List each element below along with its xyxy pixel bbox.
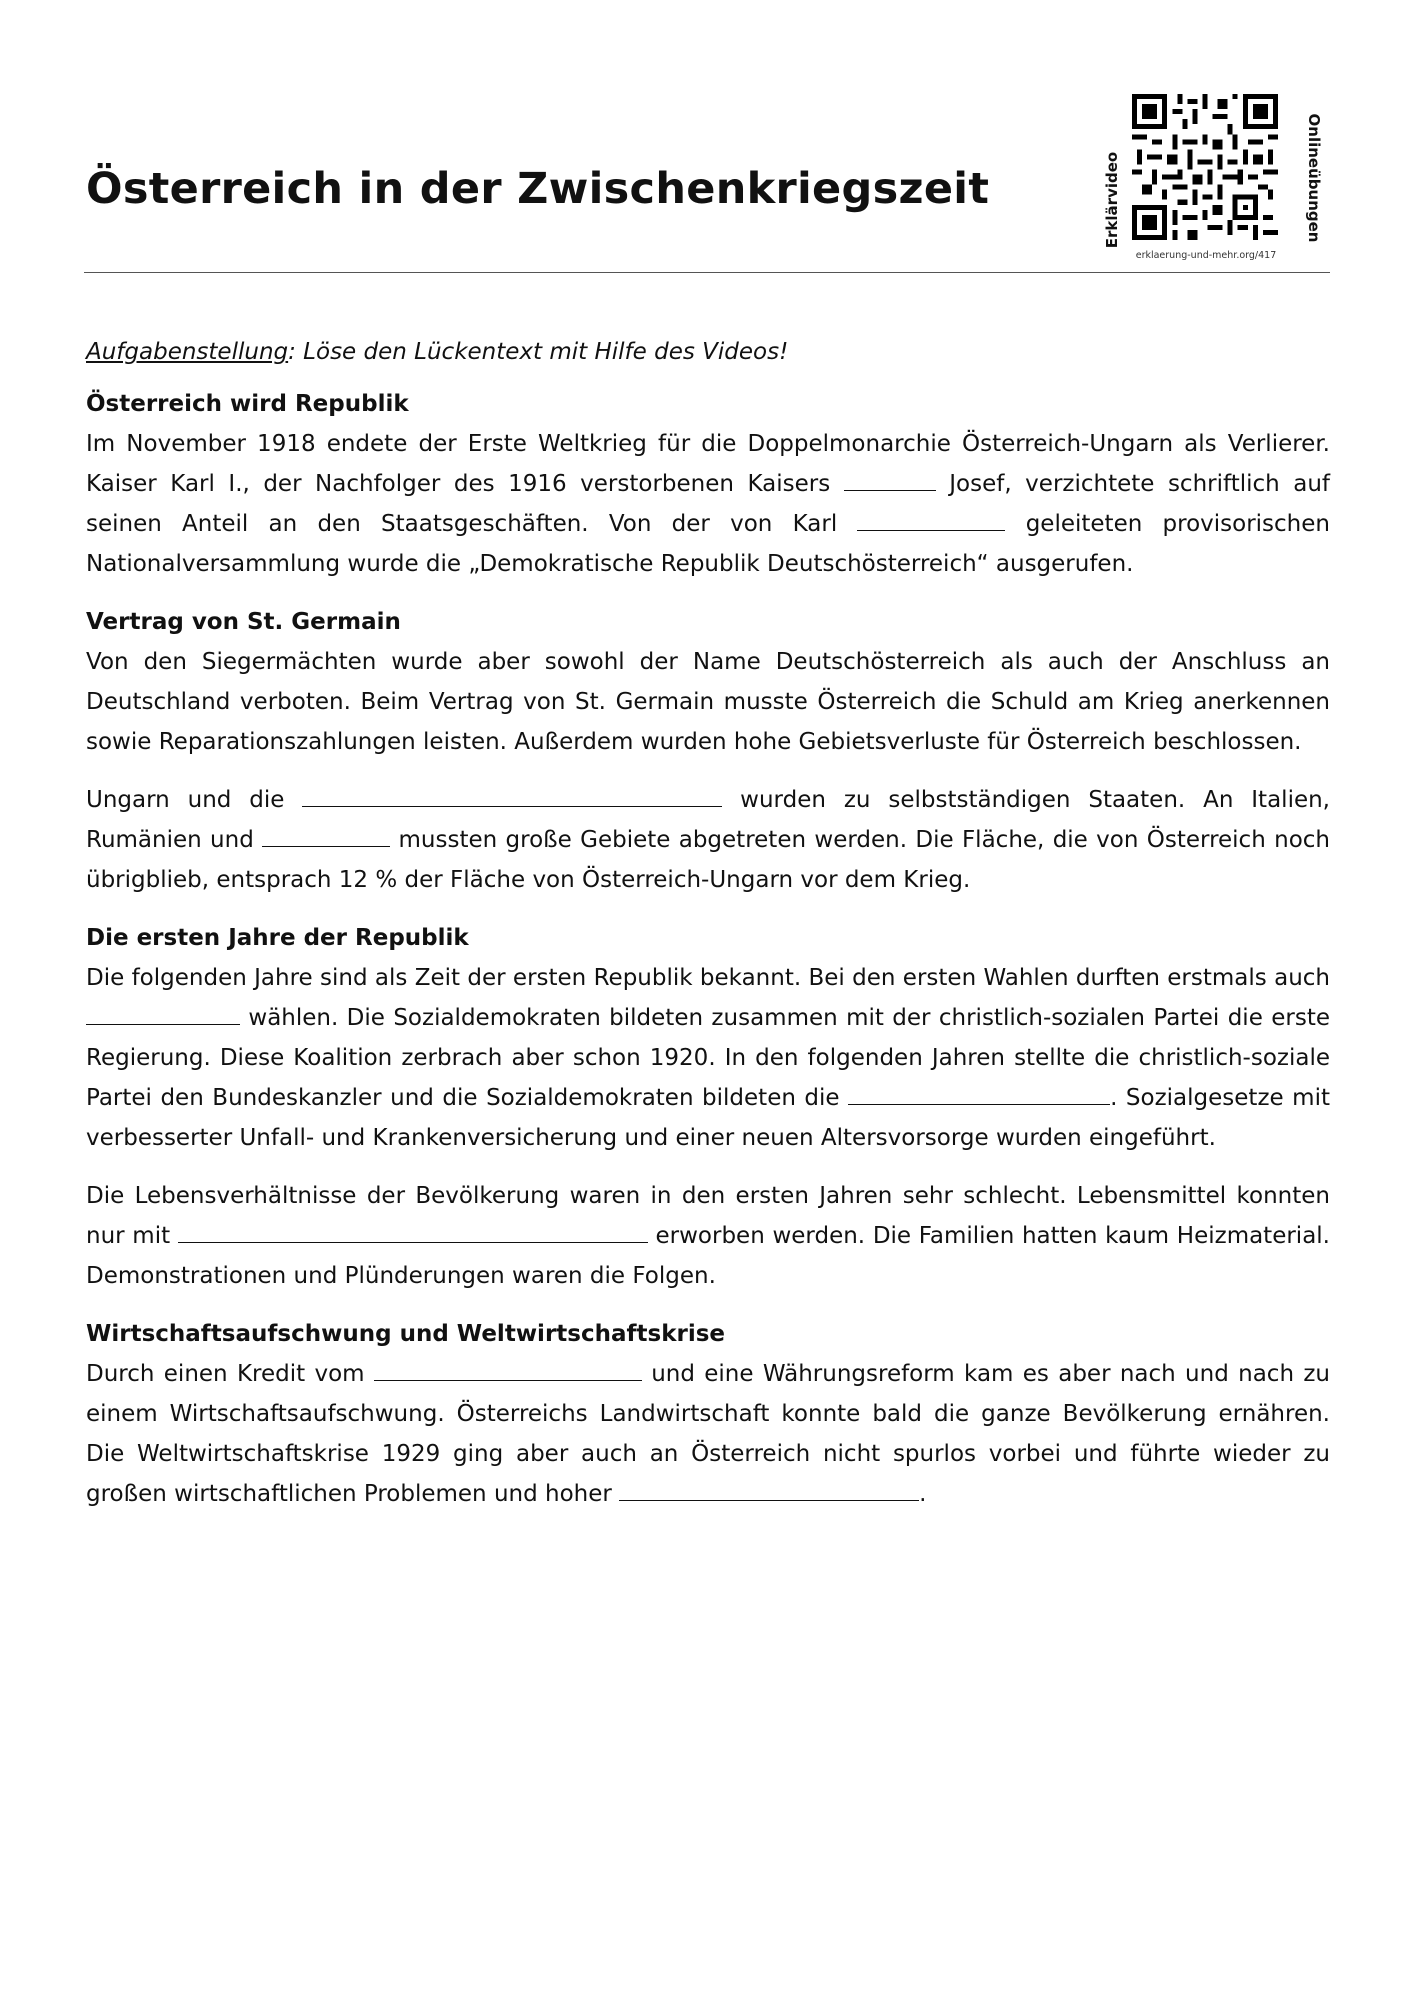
exercises-label: Onlineübungen bbox=[1305, 113, 1323, 243]
fill-in-blank[interactable] bbox=[262, 845, 390, 847]
text-segment: Ungarn und die bbox=[86, 787, 303, 813]
fill-in-blank[interactable] bbox=[619, 1499, 919, 1501]
worksheet-body bbox=[86, 332, 1330, 1532]
fill-in-blank[interactable] bbox=[857, 529, 1005, 531]
text-segment: Im November 1918 endete der Erste Weltkrieg für die Doppelmonarchie Österreich-Ungarn als Verlierer. Kaiser Karl I., der Nachfolger des 1916 verstorbenen Kaisers bbox=[86, 431, 1330, 497]
task-label: Aufgabenstellung bbox=[86, 339, 289, 365]
section-heading: Österreich wird Republik bbox=[86, 391, 409, 417]
text-segment: geleiteten provisorischen Nationalversammlung wurde die „Demokratische Republik Deutschösterreich“ ausgerufen. bbox=[86, 511, 1330, 577]
header-divider bbox=[84, 272, 1330, 273]
section-heading: Wirtschaftsaufschwung und Weltwirtschaftskrise bbox=[86, 1321, 726, 1347]
section-heading: Vertrag von St. Germain bbox=[86, 609, 401, 635]
task-instruction bbox=[86, 332, 1330, 372]
text-segment: wählen. Die Sozialdemokraten bildeten zusammen mit der christlich-sozialen Partei die erste Regierung. Diese Koalition zerbrach aber schon 1920. In den folgenden Jahren stellte die christlich-soziale Partei den Bundeskanzler und die Sozialdemokraten bildeten die bbox=[86, 1005, 1330, 1111]
fill-in-blank[interactable] bbox=[848, 1103, 1110, 1105]
qr-caption[interactable]: erklaerung-und-mehr.org/417 bbox=[1135, 250, 1277, 261]
fill-in-blank[interactable] bbox=[86, 1023, 240, 1025]
fill-in-blank[interactable] bbox=[178, 1241, 648, 1243]
section-heading: Die ersten Jahre der Republik bbox=[86, 925, 469, 951]
text-segment: Die Lebensverhältnisse der Bevölkerung waren in den ersten Jahren sehr schlecht. Lebensmittel konnten nur mit bbox=[86, 1183, 1330, 1249]
paragraph bbox=[86, 958, 1330, 1158]
task-text: : Löse den Lückentext mit Hilfe des Videos! bbox=[288, 339, 789, 365]
text-segment: . bbox=[919, 1481, 927, 1507]
text-segment: wurden zu selbstständigen Staaten. An Italien, Rumänien und bbox=[86, 787, 1330, 853]
paragraph bbox=[86, 424, 1330, 584]
paragraph bbox=[86, 1176, 1330, 1296]
fill-in-blank[interactable] bbox=[302, 805, 722, 807]
text-segment: . Sozialgesetze mit verbesserter Unfall- und Krankenversicherung und einer neuen Altersvorsorge wurden eingeführt. bbox=[86, 1085, 1330, 1151]
text-segment: mussten große Gebiete abgetreten werden. Die Fläche, die von Österreich noch übrigblieb, entsprach 12 % der Fläche von Österreich-Ungarn vor dem Krieg. bbox=[86, 827, 1330, 893]
page-title: Österreich in der Zwischenkriegszeit bbox=[86, 164, 990, 214]
text-segment: Die folgenden Jahre sind als Zeit der ersten Republik bekannt. Bei den ersten Wahlen durften erstmals auch bbox=[86, 965, 1330, 991]
paragraph: Von den Siegermächten wurde aber sowohl der Name Deutschösterreich als auch der Anschluss an Deutschland verboten. Beim Vertrag von St. Germain musste Österreich die Schuld am Krieg anerkennen sowie Reparationszahlungen leisten. Außerdem wurden hohe Gebietsverluste für Österreich beschlossen. bbox=[86, 649, 1330, 755]
paragraph bbox=[86, 1354, 1330, 1514]
fill-in-blank[interactable] bbox=[374, 1379, 642, 1381]
fill-in-blank[interactable] bbox=[844, 489, 936, 491]
paragraph bbox=[86, 780, 1330, 900]
text-segment: und eine Währungsreform kam es aber nach und nach zu einem Wirtschaftsaufschwung. Österreichs Landwirtschaft konnte bald die ganze Bevölkerung ernähren. Die Weltwirtschaftskrise 1929 ging aber auch an Österreich nicht spurlos vorbei und führte wieder zu großen wirtschaftlichen Problemen und hoher bbox=[86, 1361, 1330, 1507]
qr-code-icon[interactable] bbox=[1132, 94, 1278, 240]
text-segment: erworben werden. Die Familien hatten kaum Heizmaterial. Demonstrationen und Plünderungen waren die Folgen. bbox=[86, 1223, 1330, 1289]
text-segment: Durch einen Kredit vom bbox=[86, 1361, 374, 1387]
text-segment: Josef, verzichtete schriftlich auf seinen Anteil an den Staatsgeschäften. Von der von Karl bbox=[86, 471, 1330, 537]
video-label: Erklärvideo bbox=[1103, 151, 1121, 249]
